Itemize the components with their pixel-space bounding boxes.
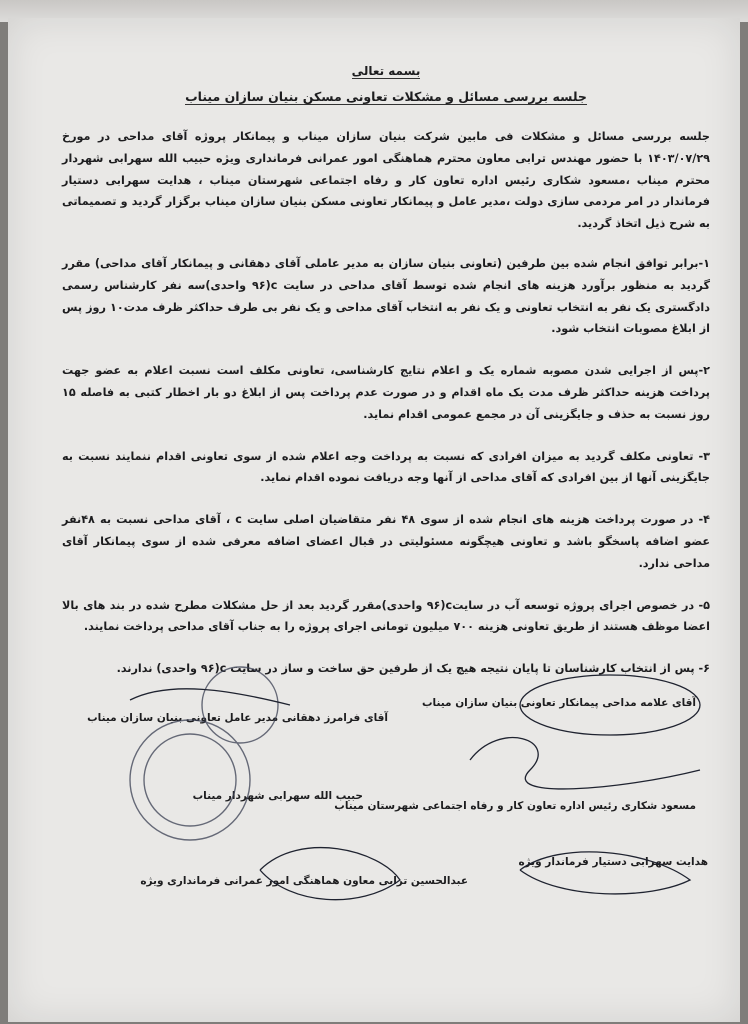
bismillah-text: بسمه تعالی	[351, 64, 421, 78]
decision-item-1: ۱-برابر توافق انجام شده بین طرفین (تعاونی بنیان سازان به مدیر عاملی آقای دهقانی و پیمانکار آقای مداحی) مقرر گردید به منظور برآورد هزینه های انجام شده توسط آقای مداحی در سایت c(۹۶ واحدی)سه نفر کارشناس رسمی دادگستری یک نفر به انتخاب تعاونی و یک نفر به انتخاب آقای مداحی و یک نفر بی طرف حداکثر ظرف مدت۱۰ روز پس از ابلاغ مصوبات انتخاب شود.	[62, 256, 711, 336]
municipality-stamp	[130, 720, 250, 840]
decision-item-6: ۶- پس از انتخاب کارشناسان تا پایان نتیجه هیچ یک از طرفین حق ساخت و ساز در سایت c(۹۶ واحدی) ندارند.	[116, 662, 710, 676]
signature-label-contractor: آقای علامه مداحی پیمانکار تعاونی بنیان سازان میناب	[421, 697, 696, 709]
contractor-signature	[520, 675, 700, 735]
assistant-signature	[520, 852, 690, 894]
decision-item-3: ۳- تعاونی مکلف گردید به میزان افرادی که نسبت به پرداخت وجه اعلام شده از سوی تعاونی اقدام ننمایند نسبت به جایگزینی آنها از بین افرادی که آقای مداحی از آنها وجه دریافت نموده اقدام نماید.	[62, 449, 710, 485]
decision-item-4: ۴- در صورت پرداخت هزینه های انجام شده از سوی ۴۸ نفر متقاضیان اصلی سایت c ، آقای مداحی نسبت به ۴۸نفر عضو اضافه پاسخگو باشد و تعاونی هیچگونه مسئولیتی در قبال اعضای اضافه معرفی شده از سوی پیمانکار آقای مداحی ندارد.	[62, 513, 710, 570]
deputy-signature	[260, 848, 400, 900]
decision-item-5: ۵- در خصوص اجرای پروژه توسعه آب در سایتc(۹۶ واحدی)مقرر گردید بعد از حل مشکلات مطرح شده در بند های بالا اعضا موظف هستند از طریق تعاونی هزینه ۷۰۰ میلیون تومانی اجرای پروژه را به جناب آقای مداحی پرداخت نمایند.	[62, 598, 711, 634]
ceo-signature	[130, 689, 290, 705]
decision-item-2: ۲-پس از اجرایی شدن مصوبه شماره یک و اعلام نتایج کارشناسی، تعاونی مکلف است نسبت اعلام به عضو جهت پرداخت هزینه حداکثر ظرف مدت یک ماه اقدام و در صورت عدم پرداخت پس از ابلاغ دو بار اخطار کتبی به فاصله ۱۵ روز نسبت به حذف و جایگزینی آن در مجمع عمومی اقدام نماید.	[62, 364, 710, 421]
signature-label-governor-assistant: هدایت سهرابی دستیار فرماندار ویژه	[518, 856, 708, 868]
signature-label-mayor: حبیب الله سهرابی شهردار میناب	[192, 790, 363, 802]
intro-paragraph: جلسه بررسی مسائل و مشکلات فی مابین شرکت بنیان سازان میناب و پیمانکار پروژه آقای مداحی در مورخ ۱۴۰۳/۰۷/۲۹ با حضور مهندس ترابی معاون محترم هماهنگی امور عمرانی فرمانداری ویژه حبیب الله سهرابی شهردار محترم میناب ،مسعود شکاری رئیس اداره تعاون کار و رفاه اجتماعی شهرستان میناب ، هدایت سهرابی دستیار فرماندار در امر مردمی سازی دولت ،مدیر عامل و پیمانکار تعاونی مسکن بنیان سازان میناب برگزار گردید و تصمیماتی به شرح ذیل اتخاذ گردید.	[62, 130, 710, 231]
signature-label-ceo: آقای فرامرز دهقانی مدیر عامل تعاونی بنیان سازان میناب	[87, 712, 388, 724]
cooperative-stamp	[202, 667, 278, 743]
signature-label-deputy-governor: عبدالحسین ترابی معاون هماهنگی امور عمرانی فرمانداری ویژه	[140, 875, 468, 887]
coop-office-signature	[470, 738, 700, 789]
title-text: جلسه بررسی مسائل و مشکلات تعاونی مسکن بنیان سازان میناب	[185, 89, 587, 104]
signature-label-coop-office: مسعود شکاری رئیس اداره تعاون کار و رفاه اجتماعی شهرستان میناب	[334, 800, 696, 812]
